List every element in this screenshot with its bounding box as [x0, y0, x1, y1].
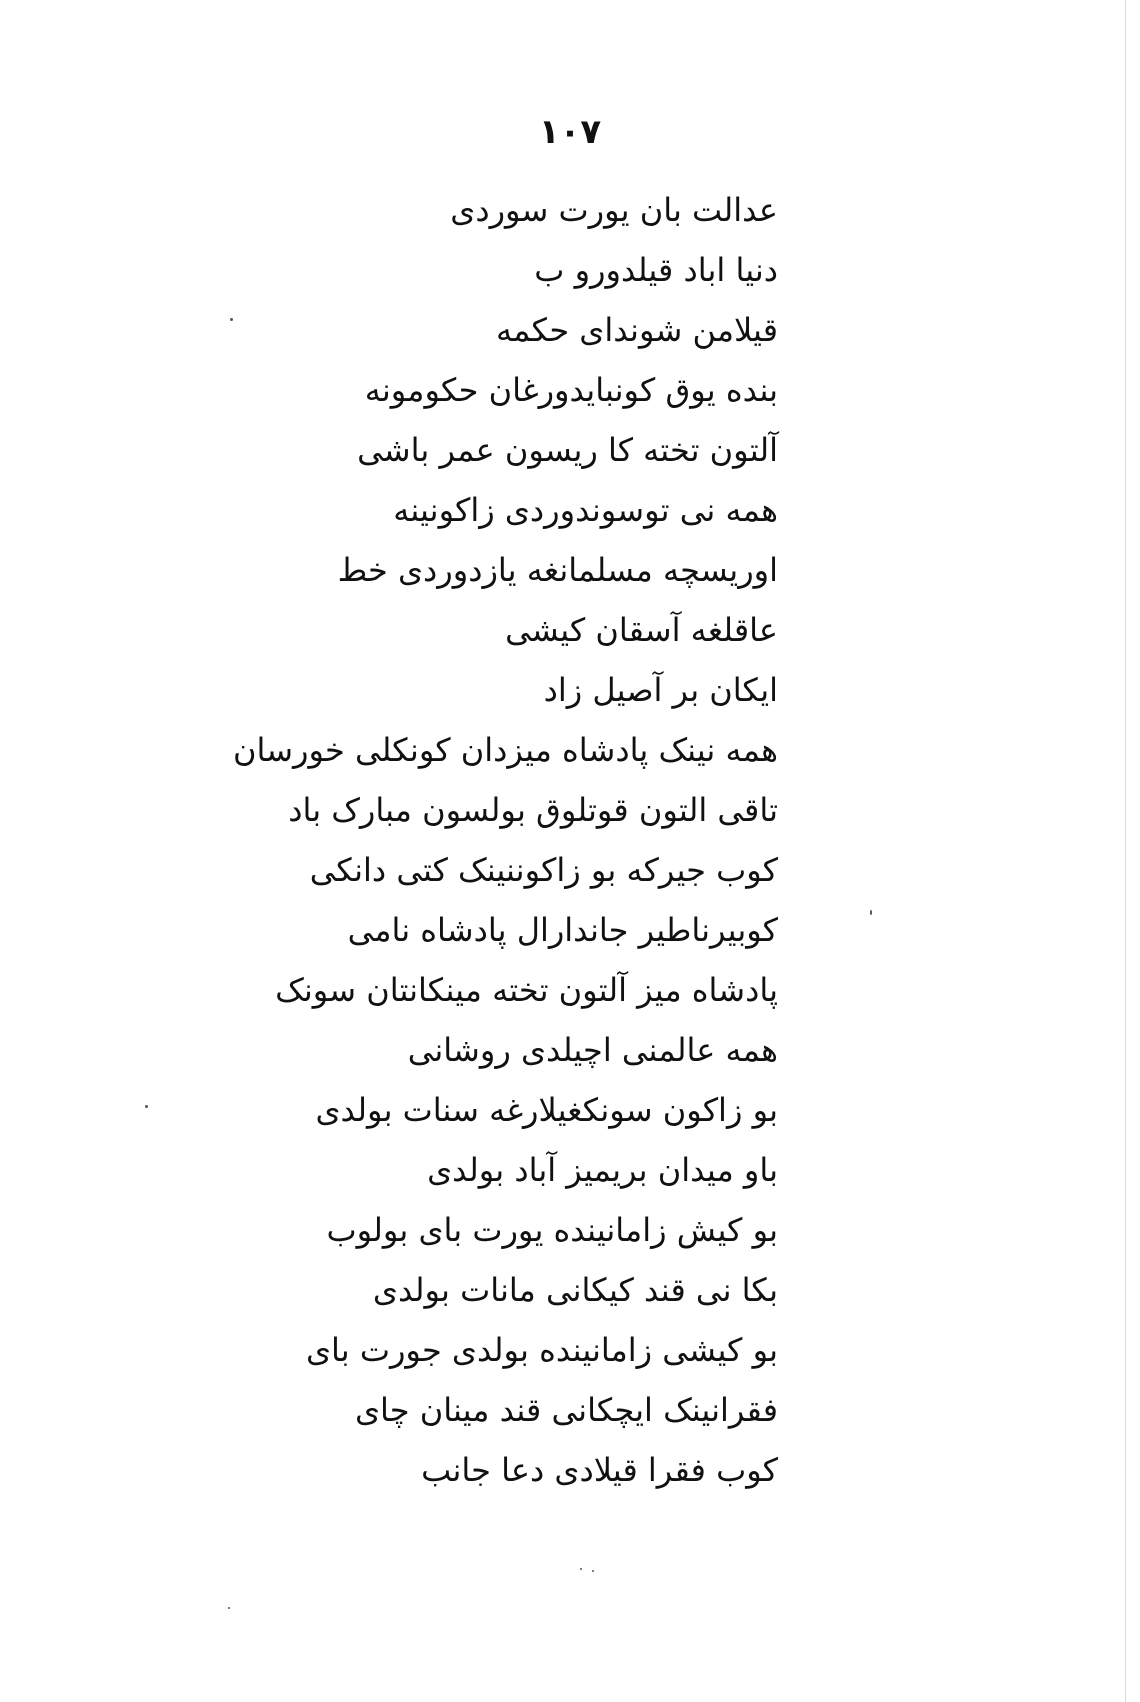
poem-line: کوبیرناطیر جاندارال پادشاه نامی [347, 911, 778, 949]
poem-line: همه نینک پادشاه میزدان کونکلی خورسان [232, 731, 778, 769]
paper-speck [592, 1570, 594, 1572]
poem-line: باو میدان بریمیز آباد بولدی [427, 1151, 778, 1189]
paper-speck [228, 1607, 230, 1609]
page-number: ۱۰۷ [538, 112, 602, 152]
poem-line: کوب جیرکه بو زاکوننینک کتی دانکی [309, 851, 778, 889]
paper-speck [145, 1105, 148, 1108]
poem-line: بنده یوق کونبایدورغان حکومونه [364, 371, 778, 409]
poem-line: آلتون تخته کا ریسون عمر باشی [357, 431, 778, 469]
poem-line: بو زاکون سونکغیلارغه سنات بولدی [315, 1091, 778, 1129]
poem-line: عدالت بان یورت سوردی [450, 191, 778, 229]
poem-line: دنیا اباد قیلدورو ب [534, 251, 778, 289]
poem-line: همه عالمنی اچیلدی روشانی [407, 1031, 778, 1069]
poem-line: بو کیشی زامانینده بولدی جورت بای [305, 1331, 778, 1369]
paper-speck [230, 318, 233, 321]
poem-line: عاقلغه آسقان کیشی [505, 611, 778, 649]
poem-line: بو کیش زامانینده یورت بای بولوب [326, 1211, 778, 1249]
paper-speck [580, 1568, 582, 1570]
page-edge-line [1125, 0, 1126, 1702]
poem-line: ایکان بر آصیل زاد [543, 671, 778, 709]
poem-line: فقرانینک ایچکانی قند مینان چای [354, 1391, 778, 1429]
poem-text [232, 180, 778, 1500]
paper-speck [870, 910, 872, 915]
poem-line: اوریسچه مسلمانغه یازدوردی خط [337, 551, 778, 589]
poem-line: بکا نی قند کیکانی مانات بولدی [372, 1271, 778, 1309]
poem-line: همه نی توسوندوردی زاکونینه [393, 491, 778, 529]
poem-line: کوب فقرا قیلادی دعا جانب [421, 1451, 778, 1489]
poem-line: پادشاه میز آلتون تخته مینکانتان سونک [275, 971, 778, 1009]
poem-line: قیلامن شونداى حکمه [496, 311, 778, 349]
poem-line: تاقی التون قوتلوق بولسون مبارک باد [288, 791, 778, 829]
